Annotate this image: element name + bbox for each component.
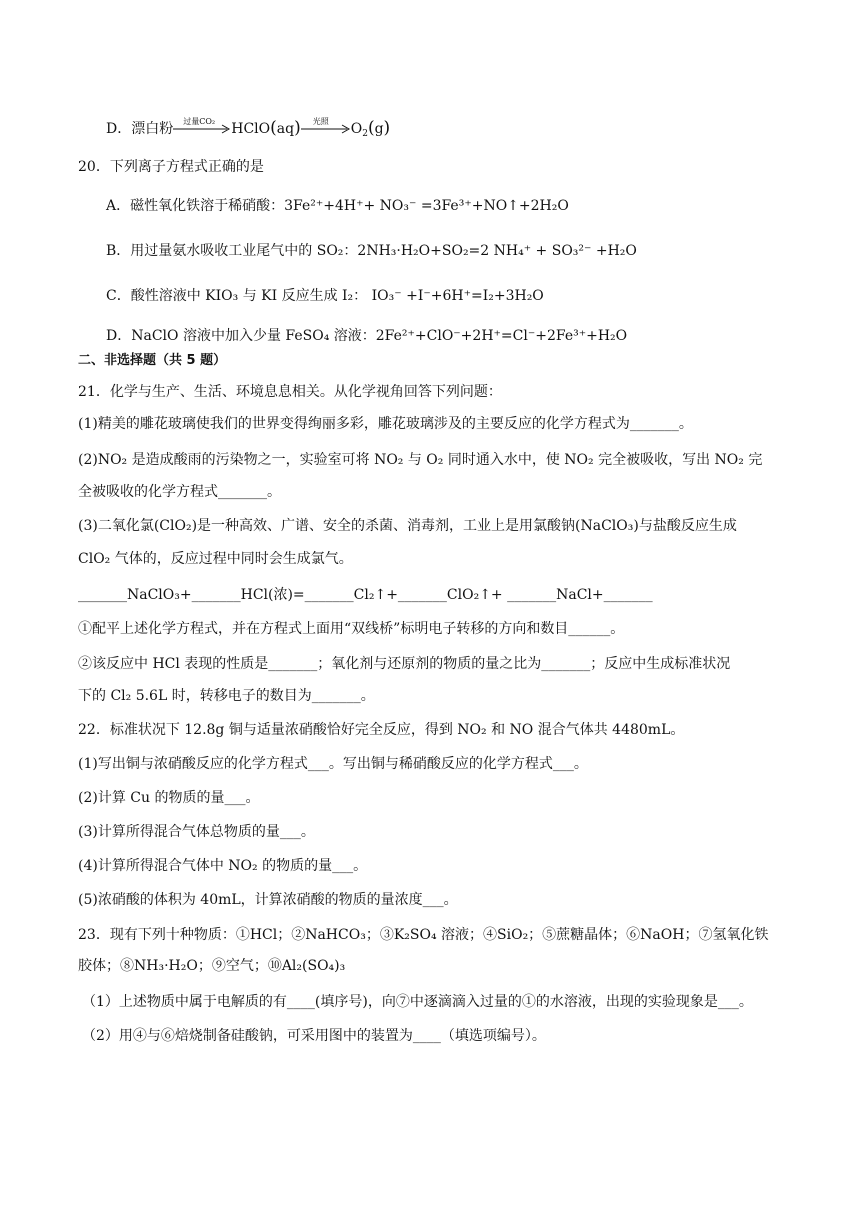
arrow2-condition: 光照 — [312, 117, 329, 126]
q21-part2-line1: (2)NO₂ 是造成酸雨的污染物之一，实验室可将 NO₂ 与 O₂ 同时通入水中，使 NO₂ 完全被吸收，写出 NO₂ 完 — [78, 452, 763, 468]
q22-part5: (5)浓硝酸的体积为 40mL，计算浓硝酸的物质的量浓度___。 — [78, 892, 458, 908]
q19-d-label: D．漂白粉 — [106, 121, 174, 137]
q20-option-b: B．用过量氨水吸收工业尾气中的 SO₂：2NH₃·H₂O+SO₂=2 NH₄⁺ + SO₃²⁻ +H₂O — [106, 243, 637, 259]
section-heading: 二、非选择题（共 5 题） — [78, 353, 227, 368]
q23-part1: （1）上述物质中属于电解质的有____(填序号)，向⑦中逐滴滴入过量的①的水溶液，出现的实验现象是___。 — [82, 994, 753, 1010]
q21-part3-line2: ClO₂ 气体的，反应过程中同时会生成氯气。 — [78, 551, 353, 567]
q19-d-g: g — [374, 121, 384, 137]
q21-part1: (1)精美的雕花玻璃使我们的世界变得绚丽多彩，雕花玻璃涉及的主要反应的化学方程式为_______。 — [78, 416, 693, 432]
q19-d-o: O — [350, 121, 363, 137]
q22-part1: (1)写出铜与浓硝酸反应的化学方程式___。写出铜与稀硝酸反应的化学方程式___。 — [78, 756, 588, 772]
arrow1-condition: 过量CO₂ — [183, 117, 216, 126]
q23-stem-line2: 胶体；⑧NH₃·H₂O；⑨空气；⑩Al₂(SO₄)₃ — [78, 958, 346, 974]
q20-option-d: D．NaClO 溶液中加入少量 FeSO₄ 溶液：2Fe²⁺+ClO⁻+2H⁺=Cl⁻+2Fe³⁺+H₂O — [106, 328, 628, 344]
q21-part3-line1: (3)二氧化氯(ClO₂)是一种高效、广谱、安全的杀菌、消毒剂，工业上是用氯酸钠(NaClO₃)与盐酸反应生成 — [78, 518, 737, 534]
arrow-icon — [173, 117, 231, 136]
q21-equation: _______NaClO₃+_______HCl(浓)=_______Cl₂↑+_______ClO₂↑+ _______NaCl+_______ — [78, 587, 653, 603]
q22-part4: (4)计算所得混合气体中 NO₂ 的物质的量___。 — [78, 858, 368, 874]
q22-stem: 22．标准状况下 12.8g 铜与适量浓硝酸恰好完全反应，得到 NO₂ 和 NO 混合气体共 4480mL。 — [78, 722, 685, 738]
q20-option-a: A．磁性氧化铁溶于稀硝酸：3Fe²⁺+4H⁺+ NO₃⁻ =3Fe³⁺+NO↑+2H₂O — [106, 198, 569, 214]
q21-sub1: ①配平上述化学方程式，并在方程式上面用“双线桥”标明电子转移的方向和数目______。 — [78, 621, 625, 637]
q19-d-aq: aq — [276, 121, 295, 137]
q22-part3: (3)计算所得混合气体总物质的量___。 — [78, 824, 315, 840]
q21-part2-line2: 全被吸收的化学方程式_______。 — [78, 484, 281, 500]
q21-sub2-line1: ②该反应中 HCl 表现的性质是_______；氧化剂与还原剂的物质的量之比为_______；反应中生成标准状况 — [78, 656, 731, 672]
q23-part2: （2）用④与⑥焙烧制备硅酸钠，可采用图中的装置为____（填选项编号）。 — [82, 1028, 546, 1044]
q19-d-hclo: HClO — [231, 121, 271, 137]
q20-stem: 20．下列离子方程式正确的是 — [78, 159, 264, 175]
q23-stem-line1: 23．现有下列十种物质：①HCl；②NaHCO₃；③K₂SO₄ 溶液；④SiO₂；⑤蔗糖晶体；⑥NaOH；⑦氢氧化铁 — [78, 927, 769, 943]
q20-option-c: C．酸性溶液中 KIO₃ 与 KI 反应生成 I₂： IO₃⁻ +I⁻+6H⁺=I₂+3H₂O — [106, 288, 544, 304]
q21-stem: 21．化学与生产、生活、环境息息相关。从化学视角回答下列问题： — [78, 384, 502, 400]
q19-d-o-sub: 2 — [362, 129, 368, 139]
q21-sub2-line2: 下的 Cl₂ 5.6L 时，转移电子的数目为_______。 — [78, 688, 375, 704]
q19-option-d: D．漂白粉 过量CO₂ HClO(aq) 光照 $O_2(g)$ — [106, 118, 390, 144]
arrow-icon — [301, 117, 351, 136]
q22-part2: (2)计算 Cu 的物质的量___。 — [78, 790, 260, 806]
